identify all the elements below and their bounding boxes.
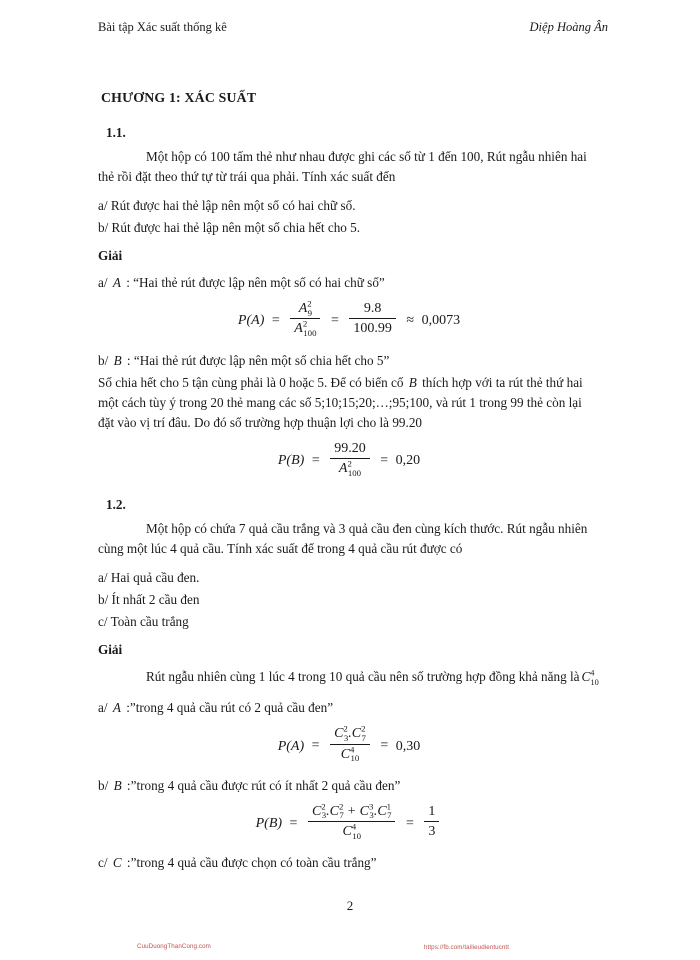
solution-1-1-b-para-part-2: thích hợp với ta rút thẻ thứ hai một cách tùy ý trong 20 thẻ mang các số 5;10;15;20;…;95;100, và rút 1 trong 99 thẻ còn lại đặt vào vị trí đâu. Do đó số trường hợp thuận lợi cho là 99.20 [98, 374, 583, 430]
superscript: 2 [307, 298, 312, 309]
eq-1-1-a-fraction-2 [349, 300, 396, 337]
subscript: 7 [361, 733, 366, 744]
eq-1-1-b-denominator [330, 459, 370, 477]
eq-1-2-a-lhs-arg: (A) [286, 738, 305, 754]
subscript: 100 [303, 328, 317, 339]
superscript: 2 [347, 458, 352, 469]
eq-1-2-a-fraction [330, 725, 370, 762]
solution-1-2-c-text: :”trong 4 quả cầu được chọn có toàn cầu trắng” [126, 854, 377, 870]
eq-1-2-b-equals-1: = [289, 815, 298, 831]
subscript: 3 [343, 733, 349, 744]
solution-1-1-b-line [98, 351, 600, 371]
solution-1-1-a-label: a/ [98, 275, 108, 291]
solution-1-1-b-label: b/ [98, 352, 109, 368]
eq-1-1-b-lhs: P [277, 452, 287, 468]
eq-1-1-b-result: 0,20 [395, 452, 421, 468]
c-symbol: C [311, 803, 322, 819]
event-variable-a: A [112, 275, 121, 291]
plus-sign: + [347, 803, 356, 819]
superscript: 1 [386, 801, 392, 811]
solution-1-2-a-line [98, 698, 600, 718]
eq-1-1-b-lhs-arg: (B) [286, 452, 305, 468]
solution-1-1-a-line [98, 273, 600, 293]
eq-1-2-b-fraction [308, 803, 396, 840]
eq-1-1-b-numerator: 99.20 [330, 440, 370, 459]
exercise-number-1-2: 1.2. [106, 496, 126, 512]
exercise-1-1-part-b: b/ Rút được hai thẻ lập nên một số chia hết cho 5. [98, 220, 361, 236]
multiplication-dot: . [326, 803, 330, 819]
a-symbol: A [298, 301, 308, 317]
eq-1-2-a-lhs: P [277, 738, 287, 754]
running-header [98, 20, 608, 35]
solution-1-2-b-line [98, 776, 600, 796]
eq-1-2-b-result-numerator: 1 [424, 803, 439, 822]
c-symbol: C [377, 803, 387, 819]
eq-1-1-a-lhs: P [237, 313, 247, 329]
exercise-1-2-statement: Một hộp có chứa 7 quả cầu trắng và 3 quả cầu đen cùng kích thước. Rút ngẫu nhiên cùng một lúc 4 quả cầu. Tính xác suất để trong 4 quả cầu rút được có [98, 521, 588, 557]
combination-c-4-10 [580, 669, 599, 688]
subscript: 7 [387, 810, 392, 821]
eq-1-1-a-numerator-1 [290, 300, 320, 319]
eq-1-2-b-equals-2: = [405, 815, 414, 831]
c-symbol: C [581, 669, 591, 685]
document-body [98, 88, 600, 875]
eq-1-2-a-numerator [330, 725, 370, 744]
exercise-1-1-statement: Một hộp có 100 tấm thẻ như nhau được ghi các số từ 1 đến 100, Rút ngẫu nhiên hai thẻ rồi đặt theo thứ tự từ trái qua phải. Tính xác suất đến [98, 149, 587, 185]
event-variable-c: C [112, 854, 122, 870]
subscript: 7 [339, 810, 344, 821]
solution-1-1-b-para-part-1: Số chia hết cho 5 tận cùng phải là 0 hoặc 5. Để có biến cố [98, 374, 404, 390]
exercise-1-2-part-a: a/ Hai quả cầu đen. [98, 570, 200, 586]
eq-1-2-b-numerator [308, 803, 396, 822]
solution-1-2-c-label: c/ [98, 854, 108, 870]
eq-1-2-b-denominator [308, 822, 396, 840]
eq-1-1-a-result: 0,0073 [421, 313, 461, 329]
eq-1-1-a-equals-1: = [271, 313, 280, 329]
superscript: 4 [351, 821, 357, 832]
eq-1-2-b-result-denominator: 3 [428, 823, 436, 839]
c-symbol: C [342, 823, 352, 839]
solution-1-1-b-text: : “Hai thẻ rút được lập nên một số chia hết cho 5” [126, 352, 390, 368]
a-symbol: A [294, 321, 303, 337]
eq-1-1-a-approx-sign: ≈ [406, 313, 415, 329]
eq-1-1-a-lhs-arg: (A) [246, 313, 265, 329]
subscript: 3 [321, 810, 327, 821]
eq-1-2-b-result-fraction [424, 803, 439, 840]
multiplication-dot: . [348, 726, 352, 742]
subscript: 10 [352, 830, 361, 841]
subscript: 10 [350, 753, 360, 764]
eq-1-1-a-equals-2: = [330, 313, 339, 329]
page-number: 2 [346, 898, 354, 913]
eq-1-1-b-equals-1: = [311, 452, 320, 468]
c-symbol: C [340, 746, 351, 762]
event-variable-b-inline: B [408, 374, 417, 390]
subscript: 10 [590, 678, 599, 688]
superscript: 2 [338, 801, 344, 811]
c-symbol: C [351, 726, 362, 742]
exercise-1-2-part-b: b/ Ít nhất 2 cầu đen [98, 592, 200, 608]
superscript: 3 [369, 801, 374, 811]
solution-1-2-a-text: :”trong 4 quả cầu rút có 2 quả cầu đen” [126, 700, 334, 716]
equation-1-1-a [98, 298, 600, 339]
eq-1-1-a-denominator-2: 100.99 [353, 321, 392, 337]
c-symbol: C [334, 726, 344, 742]
watermark-left: CuuDuongThanCong.com [137, 943, 211, 950]
superscript: 4 [590, 669, 595, 679]
solution-heading-1-1: Giải [98, 248, 123, 264]
subscript: 3 [369, 810, 374, 821]
solution-1-2-intro [98, 667, 600, 687]
event-variable-b-2: B [113, 777, 122, 793]
eq-1-2-b-lhs: P [255, 815, 265, 831]
solution-heading-1-2: Giải [98, 642, 123, 658]
eq-1-1-a-fraction-1 [290, 300, 320, 337]
eq-1-1-a-denominator-1 [290, 319, 320, 337]
subscript: 100 [347, 467, 362, 478]
solution-1-2-b-label: b/ [98, 777, 109, 793]
c-symbol: C [359, 803, 370, 819]
eq-1-2-a-equals-2: = [380, 738, 389, 754]
chapter-title: CHƯƠNG 1: XÁC SUẤT [101, 90, 257, 105]
eq-1-2-a-equals-1: = [311, 738, 320, 754]
header-author: Diệp Hoàng Ân [529, 20, 608, 34]
event-variable-b: B [113, 352, 122, 368]
a-symbol: A [338, 460, 348, 476]
solution-1-1-b-paragraph [98, 373, 600, 433]
eq-1-2-a-denominator [330, 745, 370, 763]
equation-1-2-b [98, 801, 600, 842]
eq-1-1-b-equals-2: = [380, 452, 389, 468]
solution-1-2-b-text: :”trong 4 quả cầu được rút có ít nhất 2 quả cầu đen” [126, 777, 401, 793]
equation-1-1-b [98, 442, 600, 479]
exercise-1-1-part-a: a/ Rút được hai thẻ lập nên một số có hai chữ số. [98, 198, 356, 214]
exercise-1-2-part-c: c/ Toàn cầu trắng [98, 614, 189, 630]
header-title: Bài tập Xác suất thống kê [98, 20, 227, 34]
subscript: 9 [307, 308, 313, 319]
solution-1-2-c-line [98, 853, 600, 873]
superscript: 2 [321, 801, 326, 811]
superscript: 2 [361, 723, 366, 734]
solution-1-2-a-label: a/ [98, 700, 108, 716]
eq-1-1-b-fraction [330, 440, 370, 477]
eq-1-2-a-result: 0,30 [395, 738, 421, 754]
watermark-right: https://fb.com/tailieudientucntt [424, 944, 510, 951]
solution-1-1-a-text: : “Hai thẻ rút được lập nên một số có hai chữ số” [126, 275, 385, 291]
eq-1-2-b-lhs-arg: (B) [264, 815, 283, 831]
c-symbol: C [329, 803, 339, 819]
solution-1-2-intro-text: Rút ngẫu nhiên cùng 1 lúc 4 trong 10 quả cầu nên số trường hợp đồng khả năng là [146, 669, 580, 685]
equation-1-2-a [98, 723, 600, 765]
multiplication-dot: . [373, 803, 378, 819]
eq-1-1-a-numerator-2: 9.8 [349, 300, 396, 319]
superscript: 2 [302, 318, 308, 329]
superscript: 4 [350, 743, 355, 754]
exercise-number-1-1: 1.1. [106, 124, 126, 140]
event-variable-a-2: A [112, 700, 121, 716]
superscript: 2 [343, 723, 348, 734]
